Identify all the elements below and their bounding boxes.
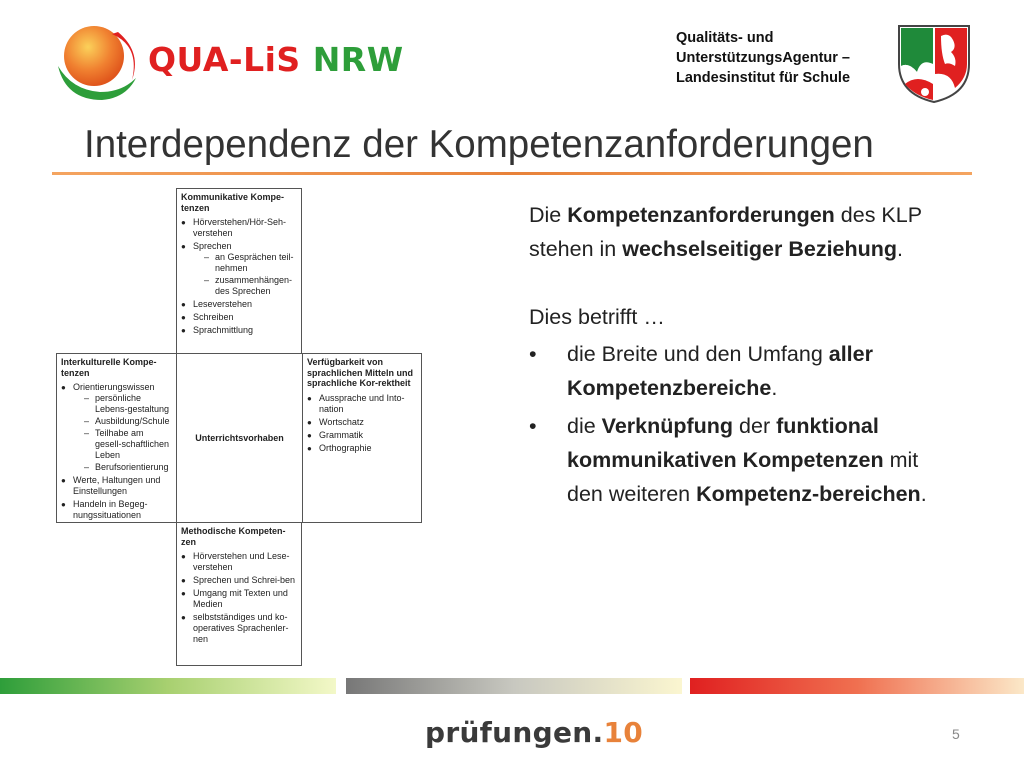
text-run: die Breite und den Umfang [567, 342, 829, 366]
box-heading: Verfügbarkeit von sprachlichen Mitteln und sprachliche Kor-rektheit [307, 357, 414, 388]
list-item: ● Wortschatz [307, 417, 417, 428]
text-run-bold: Kompetenzanforderungen [567, 203, 835, 227]
list-item: ● Aussprache und Into-nation [307, 393, 417, 415]
text-run: . [897, 237, 904, 261]
sub-list-item: – Teilhabe am gesell-schaftlichen Leben [73, 428, 172, 461]
diagram-box-unterrichtsvorhaben: Unterrichtsvorhaben [176, 353, 303, 523]
sub-list-item: – an Gesprächen teil-nehmen [193, 252, 297, 274]
qualis-logo-icon [52, 22, 148, 106]
text-run: des KLP stehen in [529, 203, 922, 261]
list-item [61, 382, 172, 473]
text-run-bold: Kompetenz-bereichen [696, 482, 921, 506]
footer-brand [425, 716, 643, 749]
sub-list-item: – persönliche Lebens-gestaltung [73, 393, 172, 415]
sub-list-item: – zusammenhängen-des Sprechen [193, 275, 297, 297]
text-run-bold: Verknüpfung [601, 414, 734, 438]
text-run: mit den weiteren [567, 448, 919, 506]
list-item [181, 241, 297, 297]
list-item: ● Sprechen und Schrei-ben [181, 575, 297, 586]
intro-paragraph [529, 198, 949, 266]
footer-brand-number: 10 [603, 716, 644, 749]
list-item-label: Sprechen [193, 241, 232, 251]
text-run: Die [529, 203, 568, 227]
logo-text-lis: LiS [243, 40, 301, 79]
list-item: ● Umgang mit Texten und Medien [181, 588, 297, 610]
list-item: ● Handeln in Begeg-nungssituationen [61, 499, 172, 521]
title-divider [52, 172, 972, 175]
list-item: ● Grammatik [307, 430, 417, 441]
qualis-logo-text [148, 40, 404, 79]
list-item: ● Schreiben [181, 312, 297, 323]
list-item: ● selbstständiges und ko-operatives Sprachenler-nen [181, 612, 297, 645]
agency-line-2: UnterstützungsAgentur – [676, 50, 850, 66]
text-run: die [567, 414, 602, 438]
footer-brand-text: prüfungen. [425, 716, 604, 749]
box-heading: Methodische Kompeten-zen [181, 526, 286, 547]
agency-line-3: Landesinstitut für Schule [676, 70, 851, 86]
list-item: ● Hörverstehen/Hör-Seh-verstehen [181, 217, 297, 239]
list-item: ● Orthographie [307, 443, 417, 454]
footer-bar-gray [346, 678, 682, 694]
bullet-item [529, 409, 949, 511]
slide-title: Interdependenz der Kompetenzanforderungen [84, 123, 874, 166]
list-item: ● Werte, Haltungen und Einstellungen [61, 475, 172, 497]
sub-list-item: – Ausbildung/Schule [73, 416, 172, 427]
list-item: ● Sprachmittlung [181, 325, 297, 336]
logo-text-qua: QUA- [148, 40, 244, 79]
sub-list-item: – Berufsorientierung [73, 462, 172, 473]
bullet-list [529, 337, 949, 511]
diagram-box-interkulturelle [56, 353, 177, 523]
text-run: der [733, 414, 777, 438]
lead-paragraph: Dies betrifft … [529, 305, 665, 329]
text-run-bold: funktional kommunikativen Kompetenzen [567, 414, 884, 472]
text-run: . [920, 482, 927, 506]
list-item: ● Leseverstehen [181, 299, 297, 310]
diagram-box-methodische [176, 522, 302, 666]
list-item: ● Hörverstehen und Lese-verstehen [181, 551, 297, 573]
text-run-bold: wechselseitiger Beziehung [622, 237, 898, 261]
bullet-item [529, 337, 949, 405]
nrw-crest [895, 22, 973, 104]
nrw-crest-icon [895, 22, 973, 104]
box-heading: Interkulturelle Kompe-tenzen [61, 357, 157, 378]
agency-name [676, 28, 891, 88]
body-text [529, 198, 949, 515]
text-run-bold: aller Kompetenzbereiche [567, 342, 873, 400]
footer-bar-green [0, 678, 336, 694]
logo-text-nrw: NRW [312, 40, 404, 79]
diagram-box-sprachliche-mittel [302, 353, 422, 523]
footer-bar-red [690, 678, 1024, 694]
page-number: 5 [952, 726, 960, 742]
box-heading: Kommunikative Kompe-tenzen [181, 192, 285, 213]
list-item-label: Orientierungswissen [73, 382, 155, 392]
text-run: . [771, 376, 778, 400]
diagram-box-kommunikative [176, 188, 302, 354]
agency-line-1: Qualitäts- und [676, 30, 774, 46]
